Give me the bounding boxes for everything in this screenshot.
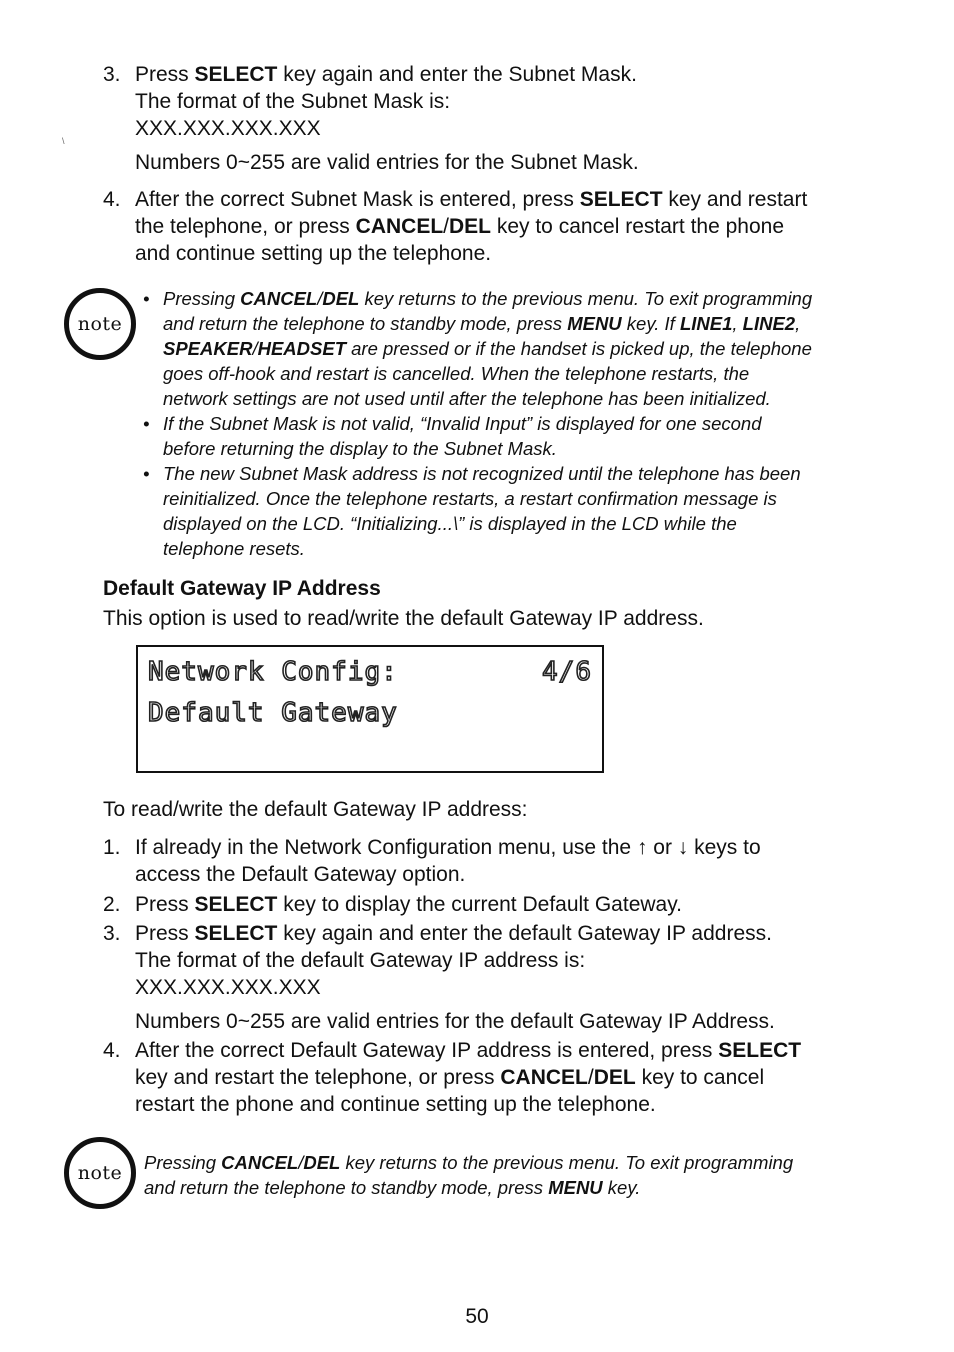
key-name: SELECT <box>194 922 278 945</box>
note-line: network settings are not used until after the telephone has been initialized. <box>163 388 771 409</box>
step-body <box>135 1037 801 1118</box>
step-line: access the Default Gateway option. <box>135 863 466 886</box>
step-line: the telephone, or press CANCEL/DEL key to cancel restart the phone <box>135 215 785 238</box>
note-line: and return the telephone to standby mode, press MENU key. If LINE1, LINE2, <box>163 313 801 334</box>
lcd-line2: Default Gateway <box>148 698 398 728</box>
step-body <box>135 891 682 918</box>
key-name: SPEAKER <box>163 338 253 359</box>
step-line: Press SELECT key again and enter the default Gateway IP address. <box>135 922 772 945</box>
key-name: SELECT <box>579 188 663 211</box>
step-line: The format of the default Gateway IP address is: <box>135 949 586 972</box>
key-name: DEL <box>303 1152 341 1173</box>
step-number: 4. <box>103 188 121 211</box>
section-heading: Default Gateway IP Address <box>103 577 381 600</box>
note-line: Pressing CANCEL/DEL key returns to the previous menu. To exit programming <box>163 288 813 309</box>
note-icon-label: note <box>77 1162 123 1184</box>
step-number: 1. <box>103 836 121 859</box>
step-body <box>135 186 807 267</box>
step-number: 2. <box>103 893 121 916</box>
key-name: SELECT <box>194 63 278 86</box>
step-body <box>135 920 772 1001</box>
bullet-glyph: • <box>143 288 150 309</box>
step-line: The format of the Subnet Mask is: <box>135 90 451 113</box>
bullet-glyph: • <box>143 463 150 484</box>
step-line: XXX.XXX.XXX.XXX <box>135 976 321 999</box>
note-line: reinitialized. Once the telephone restarts, a restart confirmation message is <box>163 488 777 509</box>
note-icon <box>64 288 136 360</box>
note-line: before returning the display to the Subnet Mask. <box>163 438 557 459</box>
page-number: 50 <box>465 1305 489 1328</box>
key-name: CANCEL <box>240 288 318 309</box>
step-line: key and restart the telephone, or press CANCEL/DEL key to cancel <box>135 1066 765 1089</box>
key-name: HEADSET <box>257 338 346 359</box>
key-name: MENU <box>567 313 622 334</box>
note-line: displayed on the LCD. “Initializing...\” is displayed in the LCD while the <box>163 513 737 534</box>
section-intro: This option is used to read/write the default Gateway IP address. <box>103 607 704 630</box>
lcd-display <box>136 645 604 773</box>
stray-mark: \ <box>62 136 65 146</box>
step-line: XXX.XXX.XXX.XXX <box>135 117 321 140</box>
step-line: If already in the Network Configuration menu, use the ↑ or ↓ keys to <box>135 836 761 859</box>
key-name: SELECT <box>718 1039 802 1062</box>
step-number: 4. <box>103 1039 121 1062</box>
note-icon-label: note <box>77 313 123 335</box>
step-number: 3. <box>103 63 121 86</box>
step-line: restart the phone and continue setting up the telephone. <box>135 1093 656 1116</box>
note-2 <box>144 1150 793 1200</box>
step-body <box>135 61 637 142</box>
note-line: and return the telephone to standby mode, press MENU key. <box>144 1177 641 1198</box>
key-name: LINE1 <box>679 313 733 334</box>
step-line: and continue setting up the telephone. <box>135 242 492 265</box>
note-line: Pressing CANCEL/DEL key returns to the previous menu. To exit programming <box>144 1152 794 1173</box>
lcd-line1-right: 4/6 <box>542 657 592 687</box>
bullet-text <box>163 286 812 411</box>
bullet-text <box>163 461 801 561</box>
key-name: DEL <box>449 215 491 238</box>
note-line: If the Subnet Mask is not valid, “Invalid Input” is displayed for one second <box>163 413 762 434</box>
key-name: MENU <box>548 1177 603 1198</box>
down-arrow-icon: ↓ <box>677 836 689 859</box>
step-line: Press SELECT key again and enter the Subnet Mask. <box>135 63 637 86</box>
note-line: goes off-hook and restart is cancelled. When the telephone restarts, the <box>163 363 750 384</box>
lcd-line1-left: Network Config: <box>148 657 398 687</box>
note-icon <box>64 1137 136 1209</box>
note-line: The new Subnet Mask address is not recognized until the telephone has been <box>163 463 801 484</box>
key-name: CANCEL <box>355 215 444 238</box>
bullet-text <box>163 411 762 461</box>
key-name: SELECT <box>194 893 278 916</box>
step-body <box>135 149 639 176</box>
step-line: Numbers 0~255 are valid entries for the Subnet Mask. <box>135 151 639 174</box>
bullet-glyph: • <box>143 413 150 434</box>
step-line: Numbers 0~255 are valid entries for the default Gateway IP Address. <box>135 1010 775 1033</box>
up-arrow-icon: ↑ <box>636 836 648 859</box>
key-name: CANCEL <box>500 1066 588 1089</box>
step-line: After the correct Default Gateway IP address is entered, press SELECT <box>135 1039 802 1062</box>
note-line: telephone resets. <box>163 538 305 559</box>
key-name: DEL <box>593 1066 636 1089</box>
note-line: SPEAKER/HEADSET are pressed or if the handset is picked up, the telephone <box>163 338 812 359</box>
key-name: DEL <box>322 288 360 309</box>
step-body <box>135 1008 775 1035</box>
step-number: 3. <box>103 922 121 945</box>
instructions-lead: To read/write the default Gateway IP address: <box>103 798 528 821</box>
step-line: After the correct Subnet Mask is entered, press SELECT key and restart <box>135 188 808 211</box>
key-name: CANCEL <box>221 1152 299 1173</box>
step-body <box>135 834 761 888</box>
key-name: LINE2 <box>742 313 796 334</box>
step-line: Press SELECT key to display the current Default Gateway. <box>135 893 682 916</box>
